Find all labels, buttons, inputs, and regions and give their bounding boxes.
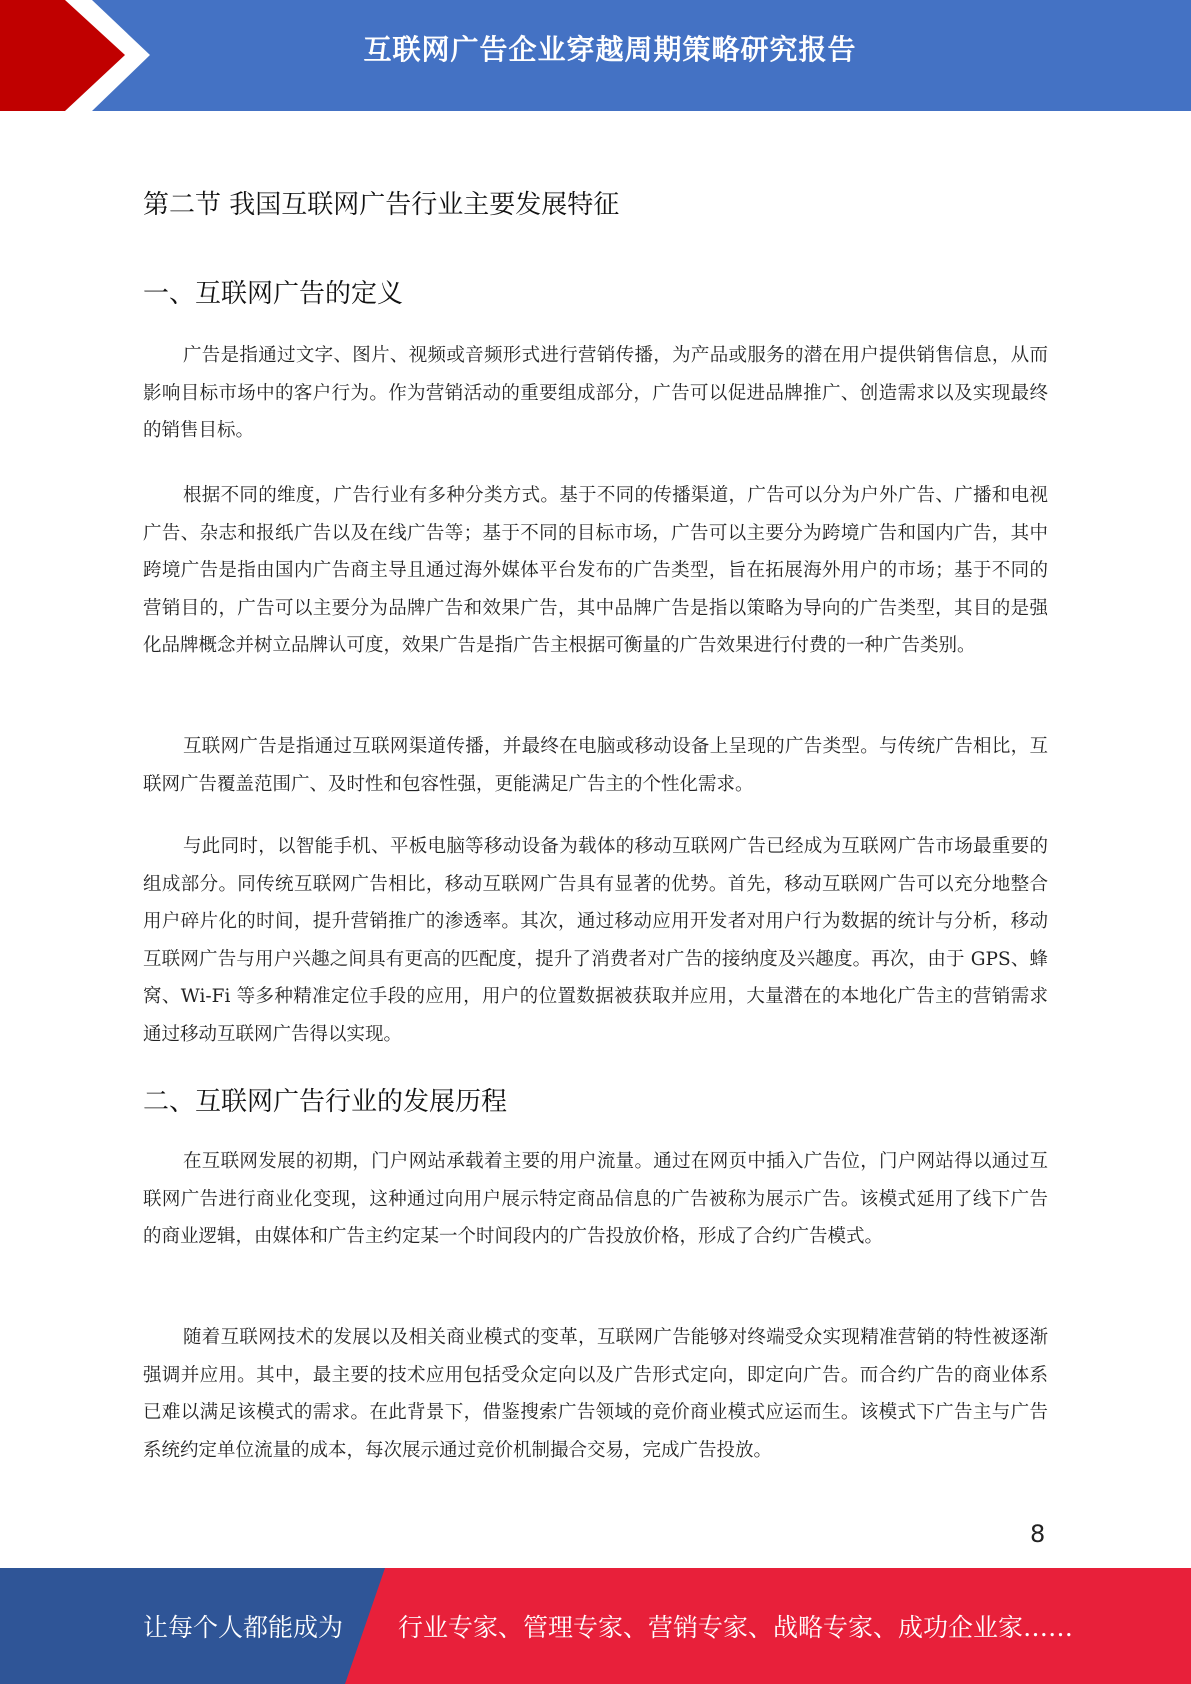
paragraph: 随着互联网技术的发展以及相关商业模式的变革，互联网广告能够对终端受众实现精准营销的特性被逐渐强调并应用。其中，最主要的技术应用包括受众定向以及广告形式定向，即定向广告。而合约广告的商业体系已难以满足该模式的需求。在此背景下，借鉴搜索广告领域的竞价商业模式应运而生。该模式下广告主与广告系统约定单位流量的成本，每次展示通过竞价机制撮合交易，完成广告投放。 xyxy=(143,1327,1048,1461)
subsection-heading-definition: 一、互联网广告的定义 xyxy=(143,279,404,309)
footer-slogan-right: 行业专家、管理专家、营销专家、战略专家、成功企业家…… xyxy=(398,1613,1074,1642)
paragraph: 广告是指通过文字、图片、视频或音频形式进行营销传播，为产品或服务的潜在用户提供销售信息，从而影响目标市场中的客户行为。作为营销活动的重要组成部分，广告可以促进品牌推广、创造需求以及实现最终的销售目标。 xyxy=(143,345,1048,441)
page-footer xyxy=(0,1568,1191,1684)
subsection-heading-history: 二、互联网广告行业的发展历程 xyxy=(143,1087,508,1117)
report-title: 互联网广告企业穿越周期策略研究报告 xyxy=(363,33,857,66)
footer-slogan-left: 让每个人都能成为 xyxy=(143,1613,344,1642)
paragraph: 根据不同的维度，广告行业有多种分类方式。基于不同的传播渠道，广告可以分为户外广告、广播和电视广告、杂志和报纸广告以及在线广告等；基于不同的目标市场，广告可以主要分为跨境广告和国内广告，其中跨境广告是指由国内广告商主导且通过海外媒体平台发布的广告类型，旨在拓展海外用户的市场；基于不同的营销目的，广告可以主要分为品牌广告和效果广告，其中品牌广告是指以策略为导向的广告类型，其目的是强化品牌概念并树立品牌认可度，效果广告是指广告主根据可衡量的广告效果进行付费的一种广告类别。 xyxy=(143,485,1048,656)
paragraph: 在互联网发展的初期，门户网站承载着主要的用户流量。通过在网页中插入广告位，门户网站得以通过互联网广告进行商业化变现，这种通过向用户展示特定商品信息的广告被称为展示广告。该模式延用了线下广告的商业逻辑，由媒体和广告主约定某一个时间段内的广告投放价格，形成了合约广告模式。 xyxy=(143,1151,1048,1247)
paragraph: 与此同时，以智能手机、平板电脑等移动设备为载体的移动互联网广告已经成为互联网广告市场最重要的组成部分。同传统互联网广告相比，移动互联网广告具有显著的优势。首先，移动互联网广告可以充分地整合用户碎片化的时间，提升营销推广的渗透率。其次，通过移动应用开发者对用户行为数据的统计与分析，移动互联网广告与用户兴趣之间具有更高的匹配度，提升了消费者对广告的接纳度及兴趣度。再次，由于 GPS、蜂窝、Wi-Fi 等多种精准定位手段的应用，用户的位置数据被获取并应用，大量潜在的本地化广告主的营销需求通过移动互联网广告得以实现。 xyxy=(143,836,1048,1045)
section-title: 第二节 我国互联网广告行业主要发展特征 xyxy=(143,190,620,220)
paragraph: 互联网广告是指通过互联网渠道传播，并最终在电脑或移动设备上呈现的广告类型。与传统广告相比，互联网广告覆盖范围广、及时性和包容性强，更能满足广告主的个性化需求。 xyxy=(143,736,1048,795)
page-header xyxy=(0,0,1191,111)
page-number: 8 xyxy=(1030,1520,1046,1548)
